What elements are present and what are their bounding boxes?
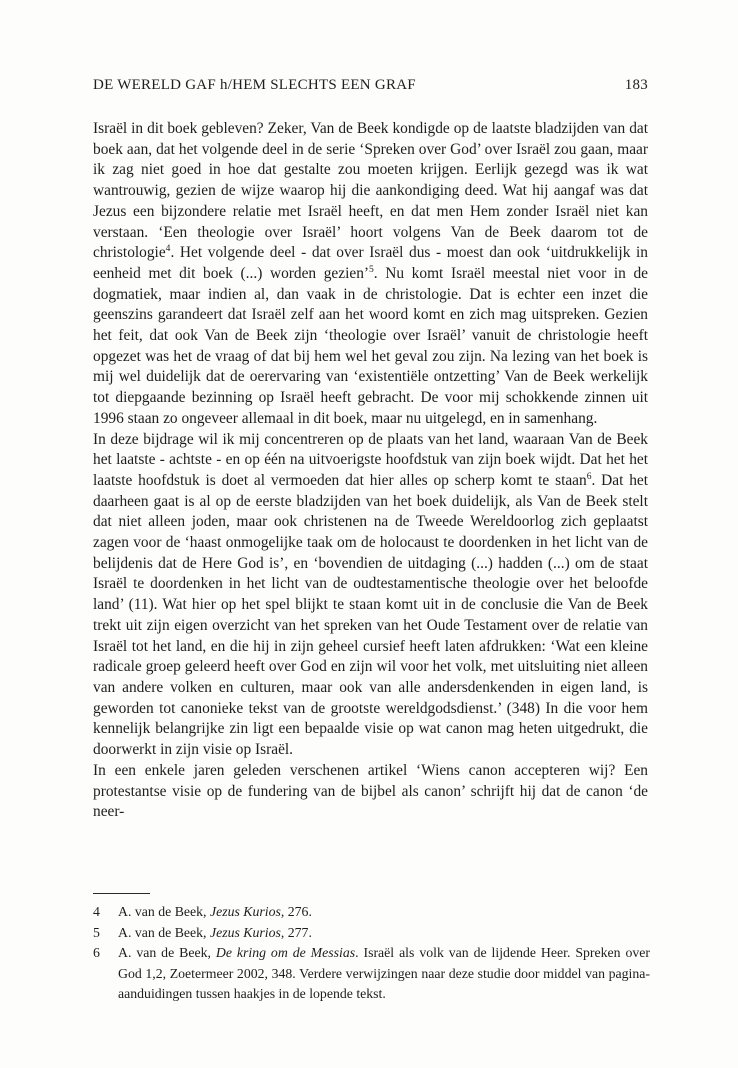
text-run: In deze bijdrage wil ik mij concentreren op de plaats van het land, waaraan Van de Beek het laatste - achtste - en op één na uitvoerigste hoofdstuk van zijn boek wijdt. Dat het het laatste hoofdstuk is doet al vermoeden dat hier alles op scherp komt te staan (93, 430, 648, 489)
footnote-marker: 4 (165, 243, 171, 255)
footnote-number: 6 (93, 945, 100, 961)
paragraph (93, 119, 648, 430)
text-run: In een enkele jaren geleden verschenen artikel ‘Wiens canon accepteren wij? Een protestantse visie op de fundering van de bijbel als canon’ schrijft hij dat de canon ‘de neer- (93, 761, 648, 821)
footnote-text (118, 923, 650, 944)
page-number: 183 (624, 77, 648, 93)
text-run: . Israël als volk van de lijdende Heer. Spreken over God 1,2, Zoetermeer 2002, 348. Verdere verwijzingen naar deze studie door middel van pagina-aanduidingen tussen haakjes in de lopende tekst. (118, 945, 650, 1002)
text-run: A. van de Beek, (118, 924, 210, 940)
footnote-marker: 6 (586, 470, 592, 482)
footnote-number: 5 (93, 924, 100, 940)
footnote-text (118, 902, 650, 923)
text-run: . Nu komt Israël meestal niet voor in de dogmatiek, maar indien al, dan vaak in de christologie. Dat is echter een inzet die geenszins garandeert dat Israël zelf aan het woord komt en zich mag uitspreken. Gezien het feit, dat ook Van de Beek zijn ‘theologie over Israël’ vanuit de christologie heeft opgezet was het de vraag of dat bij hem wel het geval zou zijn. Na lezing van het boek is mij wel duidelijk dat de oerervaring van ‘existentiële ontzetting’ Van de Beek werkelijk tot diepgaande bezinning op Israël heeft gebracht. De voor mij schokkende zinnen uit 1996 staan zo ongeveer allemaal in dit boek, maar nu uitgelegd, en in samenhang. (93, 264, 648, 427)
footnote-text (118, 943, 650, 1005)
footnote-number: 4 (93, 904, 100, 919)
text-run: , 276. (280, 904, 312, 919)
text-run: Israël in dit boek gebleven? Zeker, Van de Beek kondigde op de laatste bladzijden van dat boek aan, dat het volgende deel in de serie ‘Spreken over God’ over Israël zou gaan, maar ik zag niet goed in hoe dat gestalte zou moeten krijgen. Eerlijk gezegd was ik wat wantrouwig, gezien de wijze waarop hij die aankondiging deed. Wat hij aangaf was dat Jezus een bijzondere relatie met Israël heeft, en dat men Hem zonder Israël niet kan verstaan. ‘Een theologie over Israël’ hoort volgens Van de Beek daarom tot de christologie (93, 120, 648, 262)
footnotes-section (93, 893, 650, 1005)
text-run: . Het volgende deel - dat over Israël dus - moest dan ook ‘uitdrukkelijk in eenheid met dit boek (...) worden gezien’ (93, 244, 648, 282)
running-header (93, 77, 648, 94)
text-run: A. van de Beek, (118, 904, 210, 919)
footnote (93, 943, 650, 1005)
paragraph (93, 761, 648, 823)
italic-book-title: De kring om de Messias (215, 945, 356, 961)
italic-book-title: Jezus Kurios (209, 924, 281, 940)
text-run: , 277. (280, 924, 312, 940)
footnote (93, 923, 650, 944)
text-run: . Dat het daarheen gaat is al op de eerste bladzijden van het boek duidelijk, als Van de Beek stelt dat niet alleen joden, maar ook christenen na de Tweede Wereldoorlog zich geplaatst zagen voor de ‘haast onmogelijke taak om de holocaust te doordenken in het licht van de belijdenis dat de Here God is’, en ‘bovendien de uitdaging (...) hadden (...) om de staat Israël te doordenken in het licht van de oudtestamentische theologie over het beloofde land’ (11). Wat hier op het spel blijkt te staan komt uit in de conclusie die Van de Beek trekt uit zijn eigen overzicht van het spreken van het Oude Testament over de relatie van Israël tot het land, en die hij in zijn geheel cursief heeft laten afdrukken: ‘Wat een kleine radicale groep geleerd heeft over God en zijn wil voor het volk, met uitsluiting niet alleen van andere volken en culturen, maar ook van alle andersdenkenden in eigen land, is geworden tot canonieke tekst van de grootste wereldgodsdienst.’ (348) In die voor hem kennelijk belangrijke zin ligt een bepaalde visie op wat canon mag heten uitgedrukt, die doorwerkt in zijn visie op Israël. (93, 471, 648, 759)
footnote (93, 902, 650, 923)
body-text (93, 119, 648, 823)
italic-book-title: Jezus Kurios (209, 904, 281, 919)
footnote-divider (93, 893, 150, 894)
running-title: DE WERELD GAF h/HEM SLECHTS EEN GRAF (93, 77, 416, 93)
paragraph (93, 430, 648, 761)
footnote-list (93, 902, 650, 1005)
text-run: A. van de Beek, (118, 945, 216, 961)
footnote-marker: 5 (369, 263, 374, 275)
